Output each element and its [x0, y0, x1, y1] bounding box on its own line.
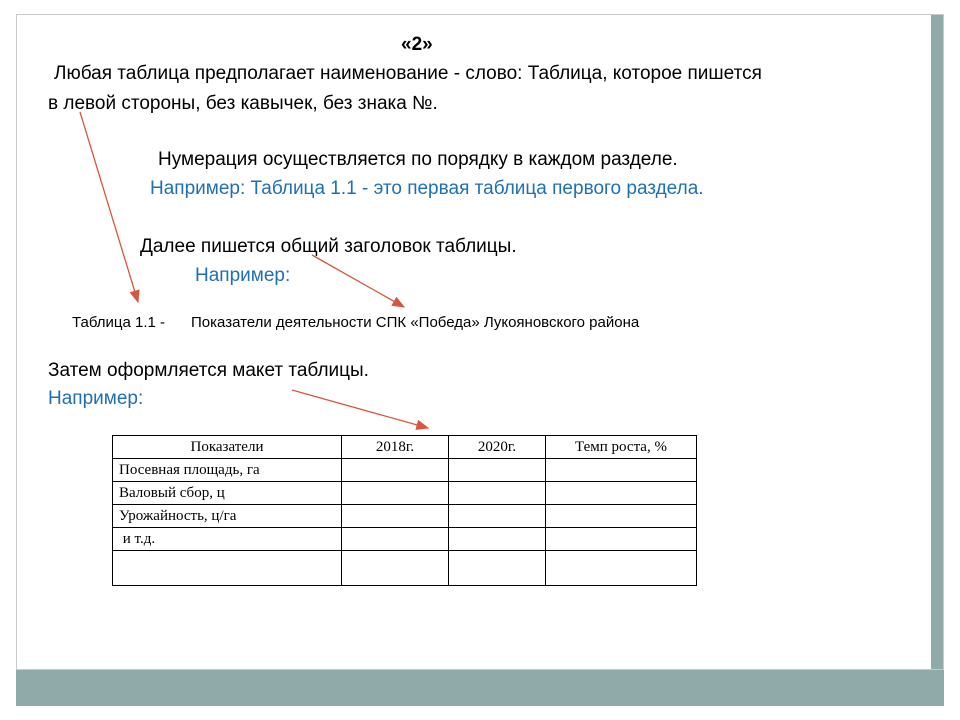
row-label: и т.д.	[113, 528, 342, 551]
mock-table-header: 2018г.	[342, 436, 449, 459]
arrow-to-mock-table	[292, 390, 428, 428]
header-text: Далее пишется общий заголовок таблицы.	[140, 236, 517, 257]
numbering-text: Нумерация осуществляется по порядку в каждом разделе.	[158, 149, 678, 170]
row-label: Урожайность, ц/га	[113, 505, 342, 528]
mock-table-header: Показатели	[113, 436, 342, 459]
numbering-example: Например: Таблица 1.1 - это первая таблица первого раздела.	[150, 178, 704, 199]
table-caption-title: Показатели деятельности СПК «Победа» Лукояновского района	[191, 314, 640, 331]
paragraph-line-1: Любая таблица предполагает наименование - слово: Таблица, которое пишется	[54, 63, 762, 84]
example-label-2: Например:	[48, 388, 144, 409]
layout-text: Затем оформляется макет таблицы.	[48, 360, 369, 381]
mock-table-header: Темп роста, %	[546, 436, 697, 459]
row-label: Валовый сбор, ц	[113, 482, 342, 505]
slide-number: «2»	[401, 34, 433, 55]
example-label-1: Например:	[195, 265, 291, 286]
paragraph-line-2: в левой стороны, без кавычек, без знака №.	[48, 93, 438, 114]
row-label: Посевная площадь, га	[113, 459, 342, 482]
arrow-to-caption-label	[80, 112, 138, 302]
arrow-to-caption-title	[312, 255, 404, 307]
table-caption-label: Таблица 1.1 -	[72, 314, 165, 331]
mock-table-header: 2020г.	[449, 436, 546, 459]
